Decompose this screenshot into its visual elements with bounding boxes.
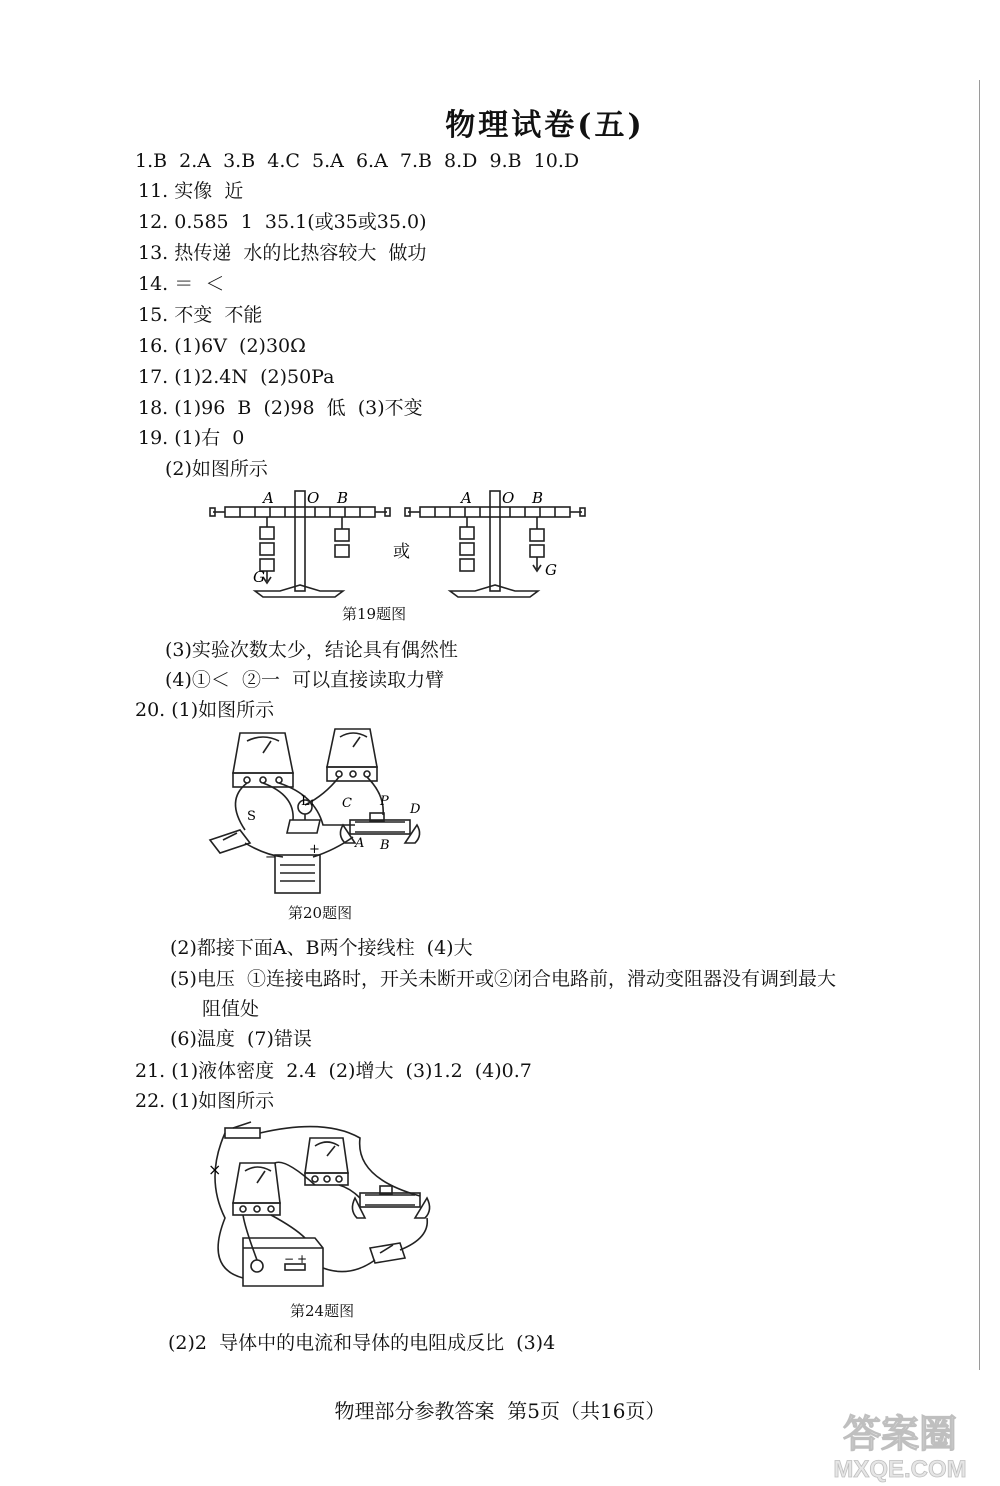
lever-left (210, 491, 390, 597)
answer-line-20-2: (2)都接下面A、B两个接线柱 (4)大 (170, 937, 473, 959)
label-minus: − (265, 850, 276, 865)
answer-line-19-4: (4)①＜ ②一 可以直接读取力臂 (165, 669, 445, 691)
answer-line-13: 13. 热传递 水的比热容较大 做功 (138, 242, 427, 264)
answer-line-15: 15. 不变 不能 (138, 304, 263, 326)
label-l1: L₁ (301, 794, 315, 809)
fig19-caption: 第19题图 (342, 605, 407, 623)
or-text: 或 (393, 542, 410, 562)
switch-22 (370, 1243, 405, 1263)
answer-line-16: 16. (1)6V (2)30Ω (138, 335, 306, 357)
answer-line-22-1: 22. (1)如图所示 (135, 1090, 275, 1112)
label-minus-22: − (284, 1252, 295, 1266)
label-d: D (410, 802, 421, 817)
meter-left (233, 733, 293, 787)
answer-line-1-10: 1.B 2.A 3.B 4.C 5.A 6.A 7.B 8.D 9.B 10.D (135, 150, 580, 172)
label-b-right: B (532, 489, 544, 507)
page-edge-line (979, 80, 980, 1370)
answer-line-11: 11. 实像 近 (138, 180, 244, 202)
answer-line-19-3: (3)实验次数太少，结论具有偶然性 (165, 639, 458, 661)
label-a-right: A (461, 489, 472, 507)
answer-line-14: 14. ＝ ＜ (138, 273, 225, 295)
top-switch (225, 1122, 260, 1138)
answer-line-18: 18. (1)96 B (2)98 低 (3)不变 (138, 397, 423, 419)
battery (275, 855, 320, 893)
meter-right (327, 729, 377, 781)
label-x-mark: × (208, 1160, 222, 1179)
answer-line-20-1: 20. (1)如图所示 (135, 699, 275, 721)
answer-line-20-6: (6)温度 (7)错误 (170, 1028, 312, 1050)
answer-line-19-1: 19. (1)右 0 (138, 427, 245, 449)
power-supply (243, 1238, 323, 1286)
answer-line-20-5: (5)电压 ①连接电路时，开关未断开或②闭合电路前，滑动变阻器没有调到最大 (170, 968, 836, 990)
switch-s (210, 830, 250, 853)
fig22-caption: 第24题图 (290, 1302, 355, 1320)
answer-line-19-2: (2)如图所示 (165, 458, 268, 480)
label-b-left: B (337, 489, 349, 507)
label-plus: + (309, 842, 320, 857)
label-c: C (342, 796, 352, 811)
label-g-left: G (253, 568, 265, 586)
meter-left-22 (233, 1163, 280, 1215)
answer-line-21: 21. (1)液体密度 2.4 (2)增大 (3)1.2 (4)0.7 (135, 1060, 532, 1082)
circuit-figure-22 (205, 1118, 440, 1300)
answer-line-20-5-cont: 阻值处 (202, 998, 260, 1020)
page-title: 物理试卷(五) (445, 108, 645, 143)
label-plus-22: + (297, 1252, 308, 1266)
watermark-bottom: MXQE.COM (833, 1456, 967, 1483)
meter-right-22 (305, 1138, 348, 1185)
label-p: P (380, 794, 389, 809)
label-o-left: O (307, 489, 320, 507)
answer-line-17: 17. (1)2.4N (2)50Pa (138, 366, 335, 388)
page-footer: 物理部分参教答案 第5页（共16页） (334, 1399, 666, 1423)
circuit-figure-20 (205, 725, 435, 897)
lever-figure-19 (205, 485, 590, 610)
label-o-right: O (502, 489, 515, 507)
rheostat-22 (352, 1186, 429, 1218)
label-g-right: G (545, 561, 557, 579)
fig20-caption: 第20题图 (288, 904, 353, 922)
label-s: S (247, 809, 256, 824)
label-b: B (380, 838, 390, 853)
answer-line-22-2: (2)2 导体中的电流和导体的电阻成反比 (3)4 (168, 1332, 556, 1354)
label-a-left: A (263, 489, 274, 507)
answer-line-12: 12. 0.585 1 35.1(或35或35.0) (138, 211, 427, 233)
label-a: A (355, 836, 365, 851)
watermark-top: 答案圈 (842, 1411, 958, 1456)
lever-right (405, 491, 585, 597)
watermark-logo (805, 1405, 995, 1483)
